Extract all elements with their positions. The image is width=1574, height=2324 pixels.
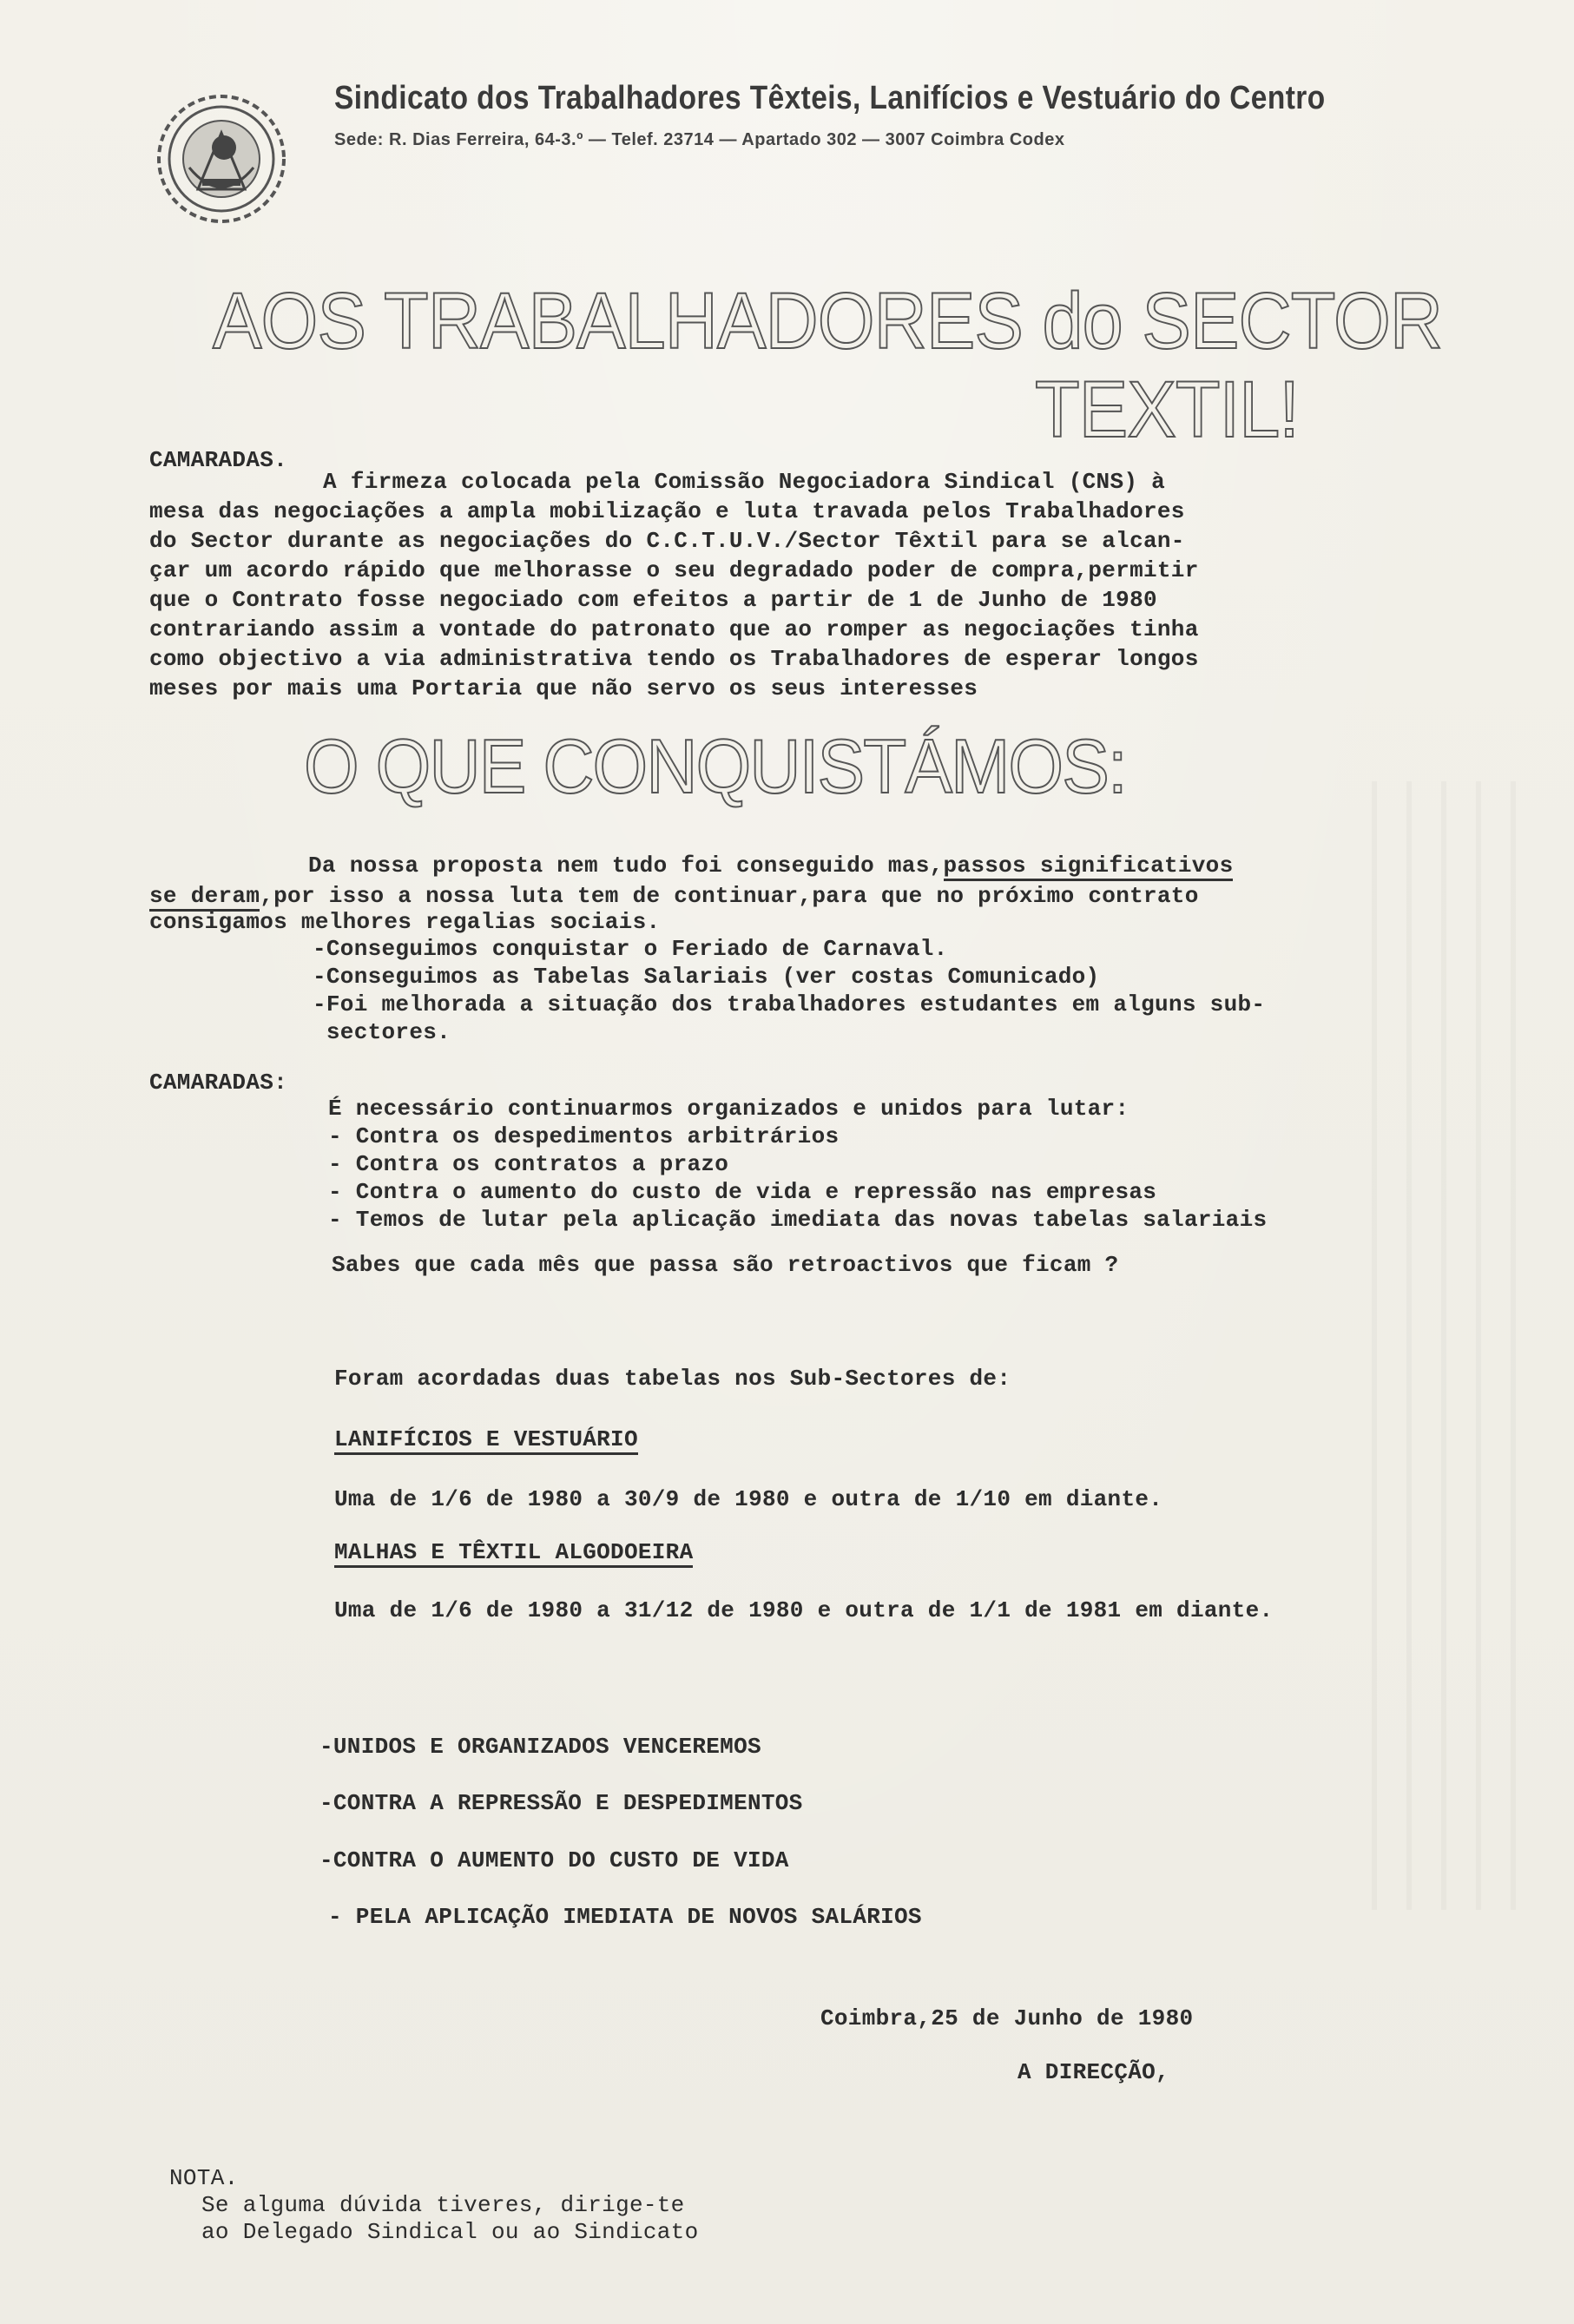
union-name: Sindicato dos Trabalhadores Têxteis, Lanifícios e Vestuário do Centro <box>334 80 1326 116</box>
call-question: Sabes que cada mês que passa são retroactivos que ficam ? <box>332 1252 1119 1278</box>
place-date: Coimbra,25 de Junho de 1980 <box>820 2005 1194 2031</box>
highlight-phrase: se deram <box>149 883 260 912</box>
call-item: - Contra os contratos a prazo <box>328 1151 729 1177</box>
intro-line: do Sector durante as negociações do C.C.T.U.V./Sector Têxtil para se alcan- <box>149 528 1185 554</box>
subsector-text: Uma de 1/6 de 1980 a 30/9 de 1980 e outra de 1/10 em diante. <box>334 1486 1163 1512</box>
intro-line: A firmeza colocada pela Comissão Negociadora Sindical (CNS) à <box>323 469 1166 495</box>
call-item: - Contra o aumento do custo de vida e repressão nas empresas <box>328 1179 1157 1205</box>
highlight-phrase: passos significativos <box>944 853 1234 881</box>
intro-line: meses por mais uma Portaria que não servo os seus interesses <box>149 675 978 701</box>
conquest-item: sectores. <box>313 1019 451 1045</box>
subsector-text: Uma de 1/6 de 1980 a 31/12 de 1980 e outra de 1/1 de 1981 em diante. <box>334 1597 1274 1623</box>
intro-line: que o Contrato fosse negociado com efeitos a partir de 1 de Junho de 1980 <box>149 587 1157 613</box>
conquest-item: -Conseguimos conquistar o Feriado de Carnaval. <box>313 936 948 962</box>
union-address: Sede: R. Dias Ferreira, 64-3.º — Telef. 23714 — Apartado 302 — 3007 Coimbra Codex <box>334 130 1065 149</box>
subsector-name: LANIFÍCIOS E VESTUÁRIO <box>334 1426 638 1455</box>
signature: A DIRECÇÃO, <box>1018 2059 1169 2085</box>
call-item: - Contra os despedimentos arbitrários <box>328 1123 840 1149</box>
note-line: Se alguma dúvida tiveres, dirige-te <box>201 2192 685 2218</box>
slogan: -CONTRA A REPRESSÃO E DESPEDIMENTOS <box>319 1790 803 1816</box>
slogan: -UNIDOS E ORGANIZADOS VENCEREMOS <box>319 1734 761 1760</box>
main-title-line1: AOS TRABALHADORES do SECTOR <box>213 277 1443 365</box>
note-label: NOTA. <box>169 2165 239 2191</box>
intro-line: mesa das negociações a ampla mobilização e luta travada pelos Trabalhadores <box>149 498 1185 524</box>
show-through-texture <box>1372 781 1545 1910</box>
main-title-line2: TEXTIL! <box>1035 365 1299 454</box>
intro-line: como objectivo a via administrativa tendo os Trabalhadores de esperar longos <box>149 646 1199 672</box>
intro-line: çar um acordo rápido que melhorasse o seu degradado poder de compra,permitir <box>149 557 1199 583</box>
call-salutation: CAMARADAS: <box>149 1070 288 1096</box>
section-title: O QUE CONQUISTÁMOS: <box>304 723 1126 809</box>
conquest-item: -Conseguimos as Tabelas Salariais (ver costas Comunicado) <box>313 964 1100 990</box>
union-seal-icon <box>155 85 288 233</box>
intro-salutation: CAMARADAS. <box>149 447 288 473</box>
intro-line: contrariando assim a vontade do patronato que ao romper as negociações tinha <box>149 616 1199 642</box>
conquests-line: se deram,por isso a nossa luta tem de continuar,para que no próximo contrato <box>149 883 1199 909</box>
call-lead: É necessário continuarmos organizados e unidos para lutar: <box>328 1096 1129 1122</box>
subsector-name: MALHAS E TÊXTIL ALGODOEIRA <box>334 1539 693 1568</box>
slogan: -CONTRA O AUMENTO DO CUSTO DE VIDA <box>319 1847 789 1873</box>
conquest-item: -Foi melhorada a situação dos trabalhadores estudantes em alguns sub- <box>313 991 1266 1017</box>
conquests-line: Da nossa proposta nem tudo foi conseguido mas,passos significativos <box>308 853 1233 879</box>
call-item: - Temos de lutar pela aplicação imediata das novas tabelas salariais <box>328 1207 1268 1233</box>
conquests-line: consigamos melhores regalias sociais. <box>149 909 661 935</box>
tables-intro: Foram acordadas duas tabelas nos Sub-Sectores de: <box>334 1366 1011 1392</box>
note-line: ao Delegado Sindical ou ao Sindicato <box>201 2219 699 2245</box>
slogan: - PELA APLICAÇÃO IMEDIATA DE NOVOS SALÁRIOS <box>328 1904 922 1930</box>
